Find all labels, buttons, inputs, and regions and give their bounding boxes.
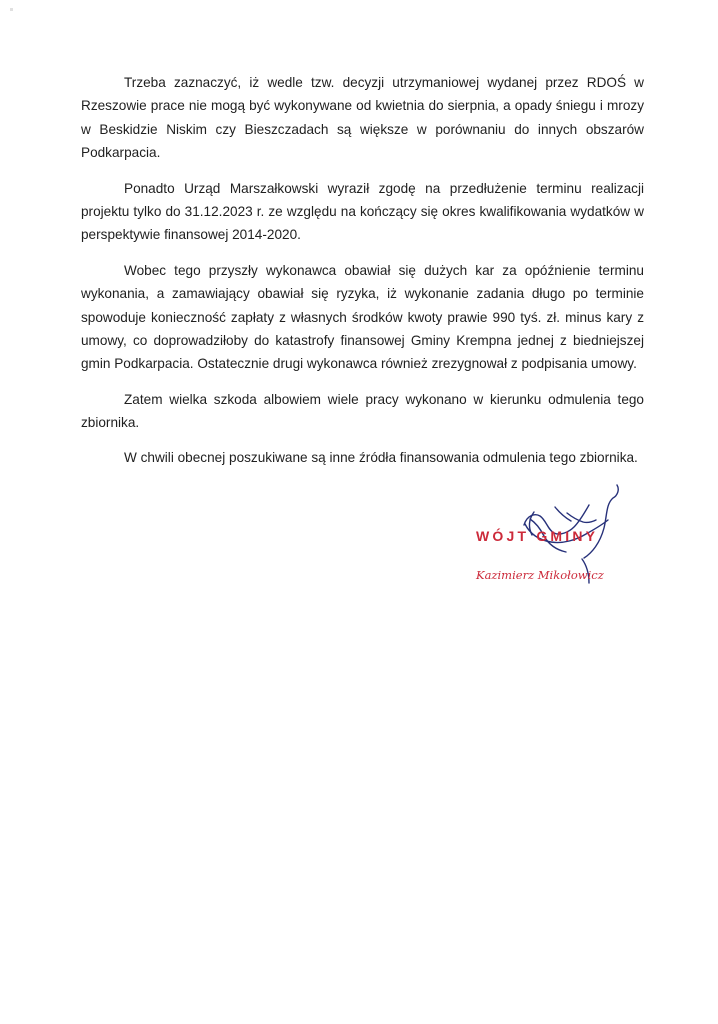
paragraph-2: Ponadto Urząd Marszałkowski wyraził zgodę na przedłużenie terminu realizacji projektu tylko do 31.12.2023 r. ze względu na kończący się okres kwalifikowania wydatków w perspektywie finansowej 2014-2020. [81,180,644,243]
scan-mark [10,8,13,11]
signature-stamp-image [468,480,628,600]
paragraph-3: Wobec tego przyszły wykonawca obawiał się dużych kar za opóźnienie terminu wykonania, a zamawiający obawiał się ryzyka, iż wykonanie zadania długo po terminie spowoduje konieczność zapłaty z własnych środków kwoty prawie 990 tyś. zł. minus kary z umowy, co doprowadziłoby do katastrofy finansowej Gminy Krempna jednej z biedniejszej gmin Podkarpacia. Ostatecznie drugi wykonawca również zrezygnował z podpisania umowy. [81,262,644,372]
svg-text:WÓJT GMINY: WÓJT GMINY [476,528,599,544]
paragraph-1: Trzeba zaznaczyć, iż wedle tzw. decyzji utrzymaniowej wydanej przez RDOŚ w Rzeszowie prace nie mogą być wykonywane od kwietnia do sierpnia, a opady śniegu i mrozy w Beskidzie Niskim czy Bieszczadach są większe w porównaniu do innych obszarów Podkarpacia. [81,75,644,161]
official-stamp [475,527,605,582]
paragraph-5: W chwili obecnej poszukiwane są inne źródła finansowania odmulenia tego zbiornika. [124,449,638,465]
letter-body [81,71,644,481]
paragraph-4: Zatem wielka szkoda albowiem wiele pracy wykonano w kierunku odmulenia tego zbiornika. [81,391,644,431]
signature-block [468,480,628,600]
svg-text:Kazimierz Mikołowicz: Kazimierz Mikołowicz [476,568,604,582]
